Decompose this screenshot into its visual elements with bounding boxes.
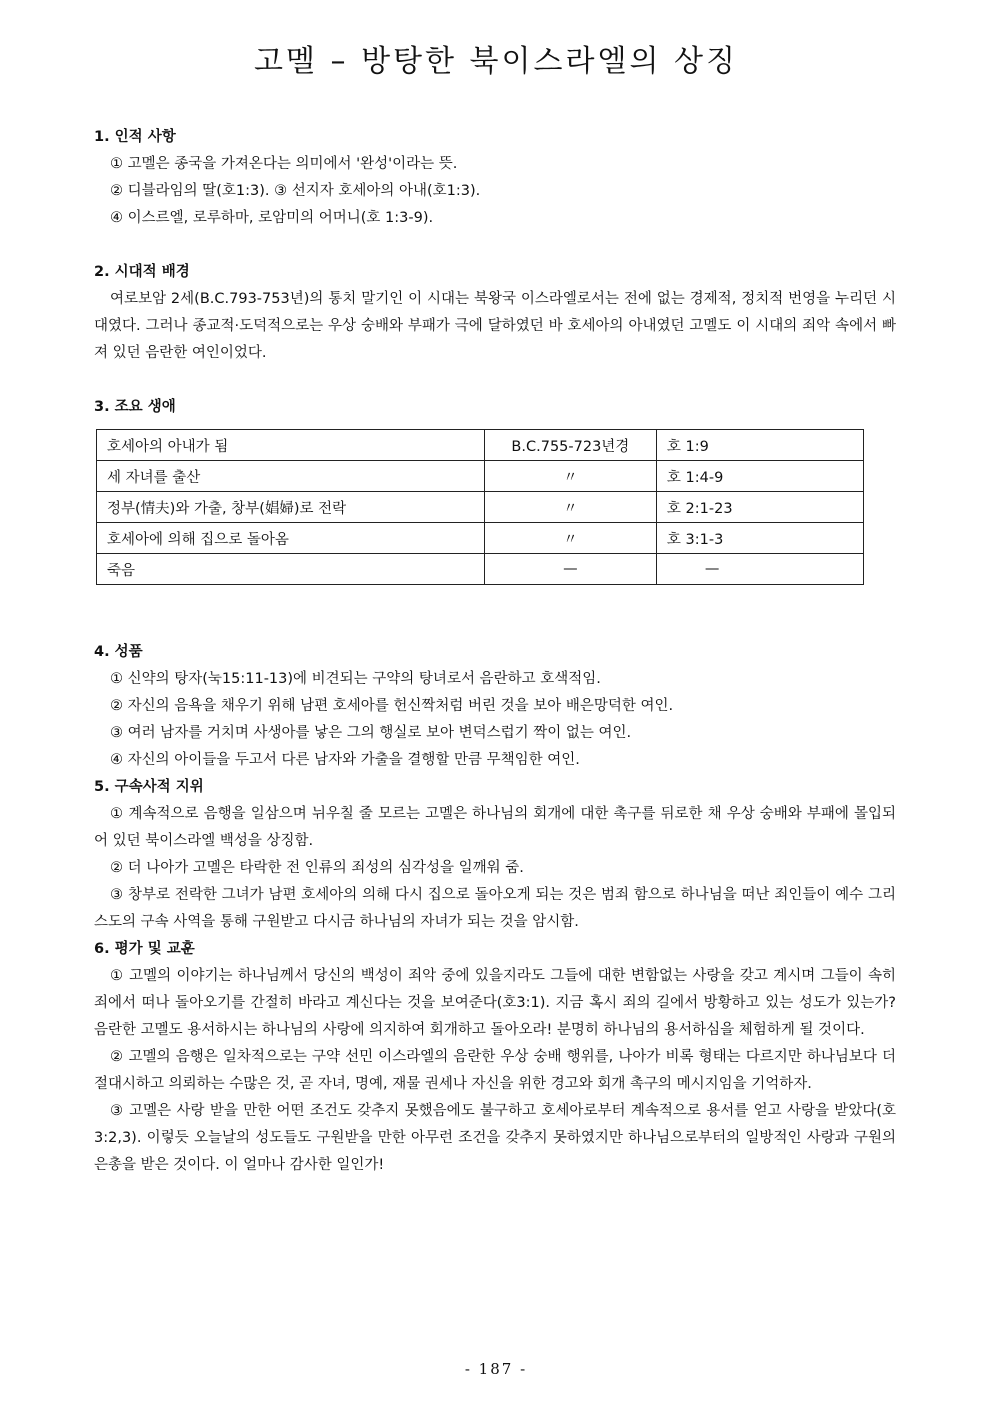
table-cell-time: B.C.755-723년경 xyxy=(484,430,656,461)
list-item: ④ 자신의 아이들을 두고서 다른 남자와 가출을 결행할 만큼 무책임한 여인. xyxy=(110,752,580,768)
paragraph: ③ 고멜은 사랑 받을 만한 어떤 조건도 갖추지 못했음에도 불구하고 호세아로부터 계속적으로 용서를 얻고 사랑을 받았다(호 3:2,3). 이렇듯 오늘날의 성도들도 구원받을 만한 아무런 조건을 갖추지 못하였지만 하나님으로부터의 일방적인 사랑과 구원의 은총을 받은 것이다. 이 얼마나 감사한 일인가! xyxy=(94,1103,896,1173)
section-heading-redemptive-status: 5. 구속사적 지위 xyxy=(94,779,204,795)
table-cell-event: 호세아의 아내가 됨 xyxy=(97,430,485,461)
paragraph: ① 고멜의 이야기는 하나님께서 당신의 백성이 죄악 중에 있을지라도 그들에 대한 변함없는 사랑을 갖고 계시며 그들이 속히 죄에서 떠나 돌아오기를 간절히 바라고 계신다는 것을 보여준다(호3:1). 지금 혹시 죄의 길에서 방황하고 있는 성도가 있는가? 음란한 고멜도 용서하시는 하나님의 사랑에 의지하여 회개하고 돌아오라! 분명히 하나님의 용서하심을 체험하게 될 것이다. xyxy=(94,968,896,1038)
section-heading-evaluation: 6. 평가 및 교훈 xyxy=(94,941,195,957)
list-item: ① 신약의 탕자(눅15:11-13)에 비견되는 구약의 탕녀로서 음란하고 호색적임. xyxy=(110,671,601,687)
page-number: - 187 - xyxy=(464,1360,528,1378)
table-cell-ref: 호 1:9 xyxy=(656,430,863,461)
table-row xyxy=(97,523,864,554)
section-heading-life: 3. 조요 생애 xyxy=(94,399,176,415)
table-cell-time: 〃 xyxy=(484,523,656,554)
table-cell-time: — xyxy=(484,554,656,585)
table-cell-event: 죽음 xyxy=(97,554,485,585)
list-item: ④ 이스르엘, 로루하마, 로암미의 어머니(호 1:3-9). xyxy=(110,210,434,226)
page-title: 고멜 – 방탕한 북이스라엘의 상징 xyxy=(254,44,738,79)
table-row xyxy=(97,492,864,523)
section-heading-personal-info: 1. 인적 사항 xyxy=(94,129,176,145)
paragraph: ② 고멜의 음행은 일차적으로는 구약 선민 이스라엘의 음란한 우상 숭배 행위를, 나아가 비록 형태는 다르지만 하나님보다 더 절대시하고 의뢰하는 수많은 것, 곧 자녀, 명예, 재물 권세나 자신을 위한 경고와 회개 촉구의 메시지임을 기억하자. xyxy=(94,1049,896,1092)
paragraph: 여로보암 2세(B.C.793-753년)의 통치 말기인 이 시대는 북왕국 이스라엘로서는 전에 없는 경제적, 정치적 번영을 누리던 시대였다. 그러나 종교적·도덕적으로는 우상 숭배와 부패가 극에 달하였던 바 호세아의 아내였던 고멜도 이 시대의 죄악 속에서 빠져 있던 음란한 여인이었다. xyxy=(94,291,896,361)
life-table xyxy=(96,429,864,585)
section-heading-background: 2. 시대적 배경 xyxy=(94,264,190,280)
list-item: ③ 여러 남자를 거치며 사생아를 낳은 그의 행실로 보아 변덕스럽기 짝이 없는 여인. xyxy=(110,725,632,741)
table-cell-ref: — xyxy=(656,554,863,585)
table-cell-event: 호세아에 의해 집으로 돌아옴 xyxy=(97,523,485,554)
table-cell-event: 세 자녀를 출산 xyxy=(97,461,485,492)
list-item: ① 고멜은 종국을 가져온다는 의미에서 '완성'이라는 뜻. xyxy=(110,156,458,172)
table-row xyxy=(97,461,864,492)
table-cell-ref: 호 1:4-9 xyxy=(656,461,863,492)
list-item: ② 자신의 음욕을 채우기 위해 남편 호세아를 헌신짝처럼 버린 것을 보아 배은망덕한 여인. xyxy=(110,698,674,714)
paragraph: ② 더 나아가 고멜은 타락한 전 인류의 죄성의 심각성을 일깨워 줌. xyxy=(110,860,524,876)
table-row xyxy=(97,430,864,461)
list-item: ② 디블라임의 딸(호1:3). ③ 선지자 호세아의 아내(호1:3). xyxy=(110,183,481,199)
document-body xyxy=(94,124,896,1179)
paragraph: ③ 창부로 전락한 그녀가 남편 호세아의 의해 다시 집으로 돌아오게 되는 것은 범죄 함으로 하나님을 떠난 죄인들이 예수 그리스도의 구속 사역을 통해 구원받고 다시금 하나님의 자녀가 되는 것을 암시함. xyxy=(94,887,896,930)
table-cell-ref: 호 2:1-23 xyxy=(656,492,863,523)
table-cell-time: 〃 xyxy=(484,461,656,492)
table-cell-time: 〃 xyxy=(484,492,656,523)
section-heading-character: 4. 성품 xyxy=(94,644,143,660)
paragraph: ① 계속적으로 음행을 일삼으며 뉘우칠 줄 모르는 고멜은 하나님의 회개에 대한 촉구를 뒤로한 채 우상 숭배와 부패에 몰입되어 있던 북이스라엘 백성을 상징함. xyxy=(94,806,896,849)
table-row xyxy=(97,554,864,585)
table-cell-ref: 호 3:1-3 xyxy=(656,523,863,554)
table-cell-event: 정부(情夫)와 가출, 창부(娼婦)로 전락 xyxy=(97,492,485,523)
